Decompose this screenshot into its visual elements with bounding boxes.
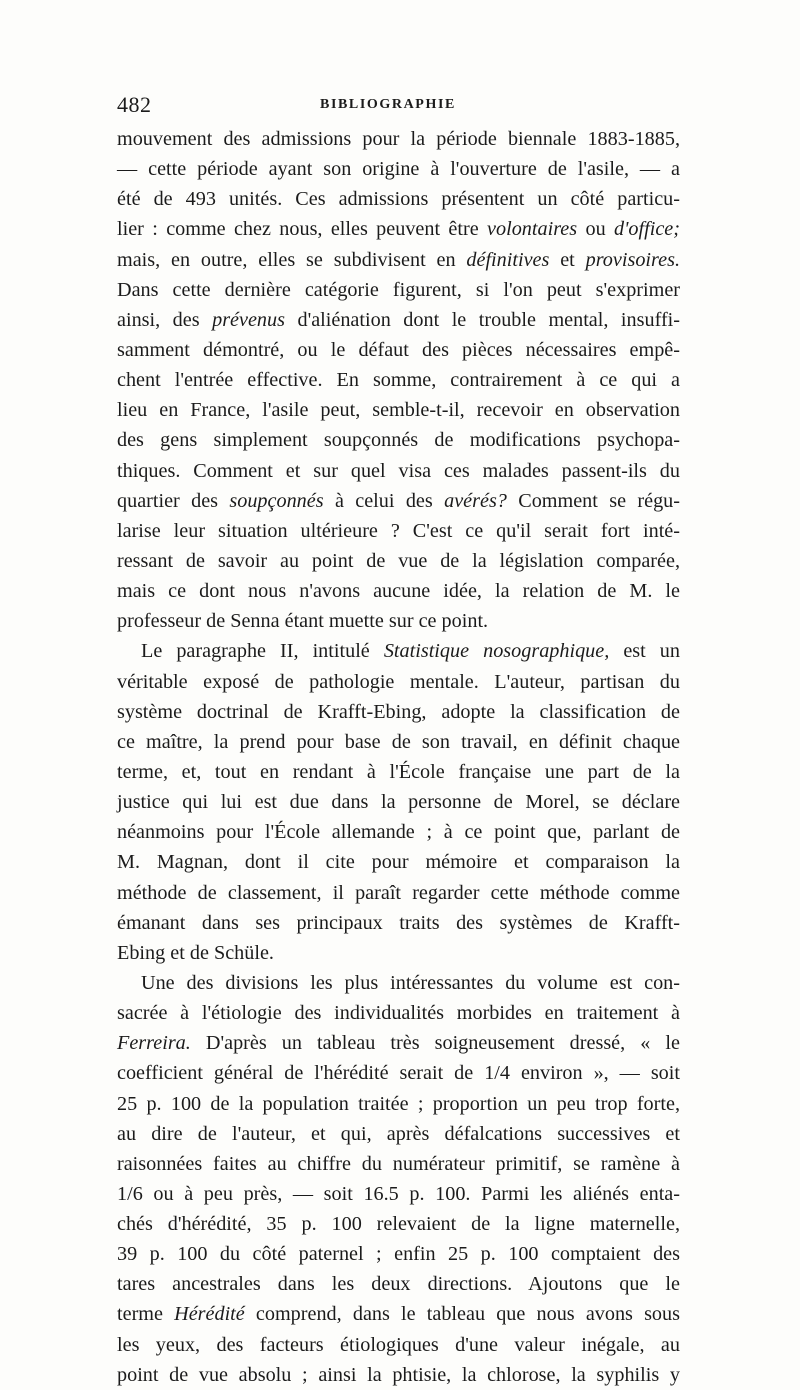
- text-run: ainsi, des: [117, 308, 213, 331]
- italic-text: définitives: [466, 248, 550, 271]
- text-line: [117, 1058, 680, 1088]
- text-line: [117, 697, 680, 727]
- text-line: [117, 1119, 680, 1149]
- text-run: samment démontré, ou le défaut des pièces nécessaires empê-: [117, 338, 680, 361]
- page-header: [117, 92, 680, 118]
- text-line: [117, 1149, 680, 1179]
- text-line: [117, 395, 680, 425]
- text-run: tares ancestrales dans les deux directions. Ajoutons que le: [117, 1273, 680, 1296]
- text-line: [117, 365, 680, 395]
- text-run: Comment se régu-: [506, 489, 680, 512]
- text-run: lieu en France, l'asile peut, semble-t-il, recevoir en observation: [117, 399, 680, 422]
- text-run: système doctrinal de Krafft-Ebing, adopte la classification de: [117, 700, 680, 723]
- text-line: [117, 1330, 680, 1360]
- text-run: raisonnées faites au chiffre du numérateur primitif, se ramène à: [117, 1152, 680, 1175]
- text-line: [117, 1269, 680, 1299]
- text-line: [117, 817, 680, 847]
- text-run: justice qui lui est due dans la personne de Morel, se déclare: [117, 791, 680, 814]
- text-run: 39 p. 100 du côté paternel ; enfin 25 p. 100 comptaient des: [117, 1243, 680, 1266]
- text-run: quartier des: [117, 489, 230, 512]
- text-run: émanant dans ses principaux traits des systèmes de Krafft-: [117, 911, 680, 934]
- text-line: [117, 245, 680, 275]
- text-line: [117, 757, 680, 787]
- text-run: thiques. Comment et sur quel visa ces malades passent-ils du: [117, 459, 680, 482]
- text-line: [117, 998, 680, 1028]
- italic-text: Ferreira.: [117, 1032, 191, 1055]
- text-line: [117, 214, 680, 244]
- italic-text: volontaires: [487, 218, 578, 241]
- text-line: [117, 1179, 680, 1209]
- text-run: chés d'hérédité, 35 p. 100 relevaient de la ligne maternelle,: [117, 1213, 680, 1236]
- text-run: ressant de savoir au point de vue de la législation comparée,: [117, 549, 680, 572]
- text-run: 1/6 ou à peu près, — soit 16.5 p. 100. Parmi les aliénés enta-: [117, 1182, 680, 1205]
- text-run: lier : comme chez nous, elles peuvent être: [117, 218, 488, 241]
- text-line: [117, 1028, 680, 1058]
- text-run: été de 493 unités. Ces admissions présentent un côté particu-: [117, 188, 680, 211]
- text-line: [117, 184, 680, 214]
- text-run: M. Magnan, dont il cite pour mémoire et comparaison la: [117, 851, 680, 874]
- text-run: Une des divisions les plus intéressantes du volume est con-: [141, 971, 680, 994]
- text-line: [117, 486, 680, 516]
- text-line: [117, 275, 680, 305]
- text-run: ou: [577, 218, 615, 241]
- text-line: [117, 305, 680, 335]
- text-run: larise leur situation ultérieure ? C'est ce qu'il serait fort inté-: [117, 519, 680, 542]
- text-line: [117, 124, 680, 154]
- text-run: Ebing et de Schüle.: [117, 941, 274, 964]
- text-run: et: [549, 248, 586, 271]
- body-text: [117, 124, 680, 1390]
- text-run: les yeux, des facteurs étiologiques d'une valeur inégale, au: [117, 1333, 680, 1356]
- text-run: sacrée à l'étiologie des individualités morbides en traitement à: [117, 1002, 680, 1025]
- text-line: [117, 335, 680, 365]
- text-line: [117, 516, 680, 546]
- text-run: terme, et, tout en rendant à l'École française une part de la: [117, 760, 680, 783]
- text-run: au dire de l'auteur, et qui, après défalcations successives et: [117, 1122, 680, 1145]
- page-number: 482: [117, 92, 152, 117]
- text-run: coefficient général de l'hérédité serait de 1/4 environ », — soit: [117, 1062, 680, 1085]
- text-line: [117, 1360, 680, 1390]
- text-line: [117, 667, 680, 697]
- text-run: néanmoins pour l'École allemande ; à ce point que, parlant de: [117, 821, 680, 844]
- text-run: mais, en outre, elles se subdivisent en: [117, 248, 467, 271]
- italic-text: avérés?: [444, 489, 507, 512]
- text-line: [117, 636, 680, 666]
- text-line: [117, 1239, 680, 1269]
- text-line: [117, 425, 680, 455]
- text-line: [117, 1089, 680, 1119]
- italic-text: soupçonnés: [229, 489, 324, 512]
- text-line: [117, 154, 680, 184]
- italic-text: d'office;: [614, 218, 680, 241]
- text-run: est un: [609, 640, 680, 663]
- italic-text: prévenus: [212, 308, 285, 331]
- text-run: comprend, dans le tableau que nous avons sous: [244, 1303, 680, 1326]
- text-line: [117, 576, 680, 606]
- text-run: mouvement des admissions pour la période biennale 1883-1885,: [117, 128, 680, 150]
- text-run: des gens simplement soupçonnés de modifications psychopa-: [117, 429, 680, 452]
- text-run: Dans cette dernière catégorie figurent, si l'on peut s'exprimer: [117, 278, 680, 301]
- text-run: d'aliénation dont le trouble mental, insuffi-: [284, 308, 680, 331]
- text-line: [117, 787, 680, 817]
- text-run: terme: [117, 1303, 175, 1326]
- italic-text: Hérédité: [174, 1303, 245, 1326]
- text-run: — cette période ayant son origine à l'ouverture de l'asile, — a: [117, 158, 680, 181]
- text-run: 25 p. 100 de la population traitée ; proportion un peu trop forte,: [117, 1092, 680, 1115]
- text-line: [117, 1299, 680, 1329]
- text-line: [117, 938, 680, 968]
- text-line: [117, 606, 680, 636]
- text-run: chent l'entrée effective. En somme, contrairement à ce qui a: [117, 369, 680, 392]
- text-line: [117, 727, 680, 757]
- text-line: [117, 546, 680, 576]
- italic-text: provisoires.: [585, 248, 680, 271]
- text-line: [117, 878, 680, 908]
- text-line: [117, 1209, 680, 1239]
- text-run: Le paragraphe II, intitulé: [141, 640, 384, 663]
- text-run: véritable exposé de pathologie mentale. L'auteur, partisan du: [117, 670, 680, 693]
- running-head: BIBLIOGRAPHIE: [320, 97, 456, 112]
- text-run: professeur de Senna étant muette sur ce point.: [117, 610, 489, 633]
- text-run: point de vue absolu ; ainsi la phtisie, la chlorose, la syphilis y: [117, 1363, 680, 1386]
- text-run: à celui des: [323, 489, 445, 512]
- text-run: mais ce dont nous n'avons aucune idée, la relation de M. le: [117, 580, 680, 603]
- text-line: [117, 908, 680, 938]
- text-run: méthode de classement, il paraît regarder cette méthode comme: [117, 881, 680, 904]
- text-run: D'après un tableau très soigneusement dressé, « le: [190, 1032, 680, 1055]
- text-run: ce maître, la prend pour base de son travail, en définit chaque: [117, 730, 680, 753]
- text-line: [117, 968, 680, 998]
- text-line: [117, 456, 680, 486]
- italic-text: Statistique nosographique,: [383, 640, 610, 663]
- text-line: [117, 847, 680, 877]
